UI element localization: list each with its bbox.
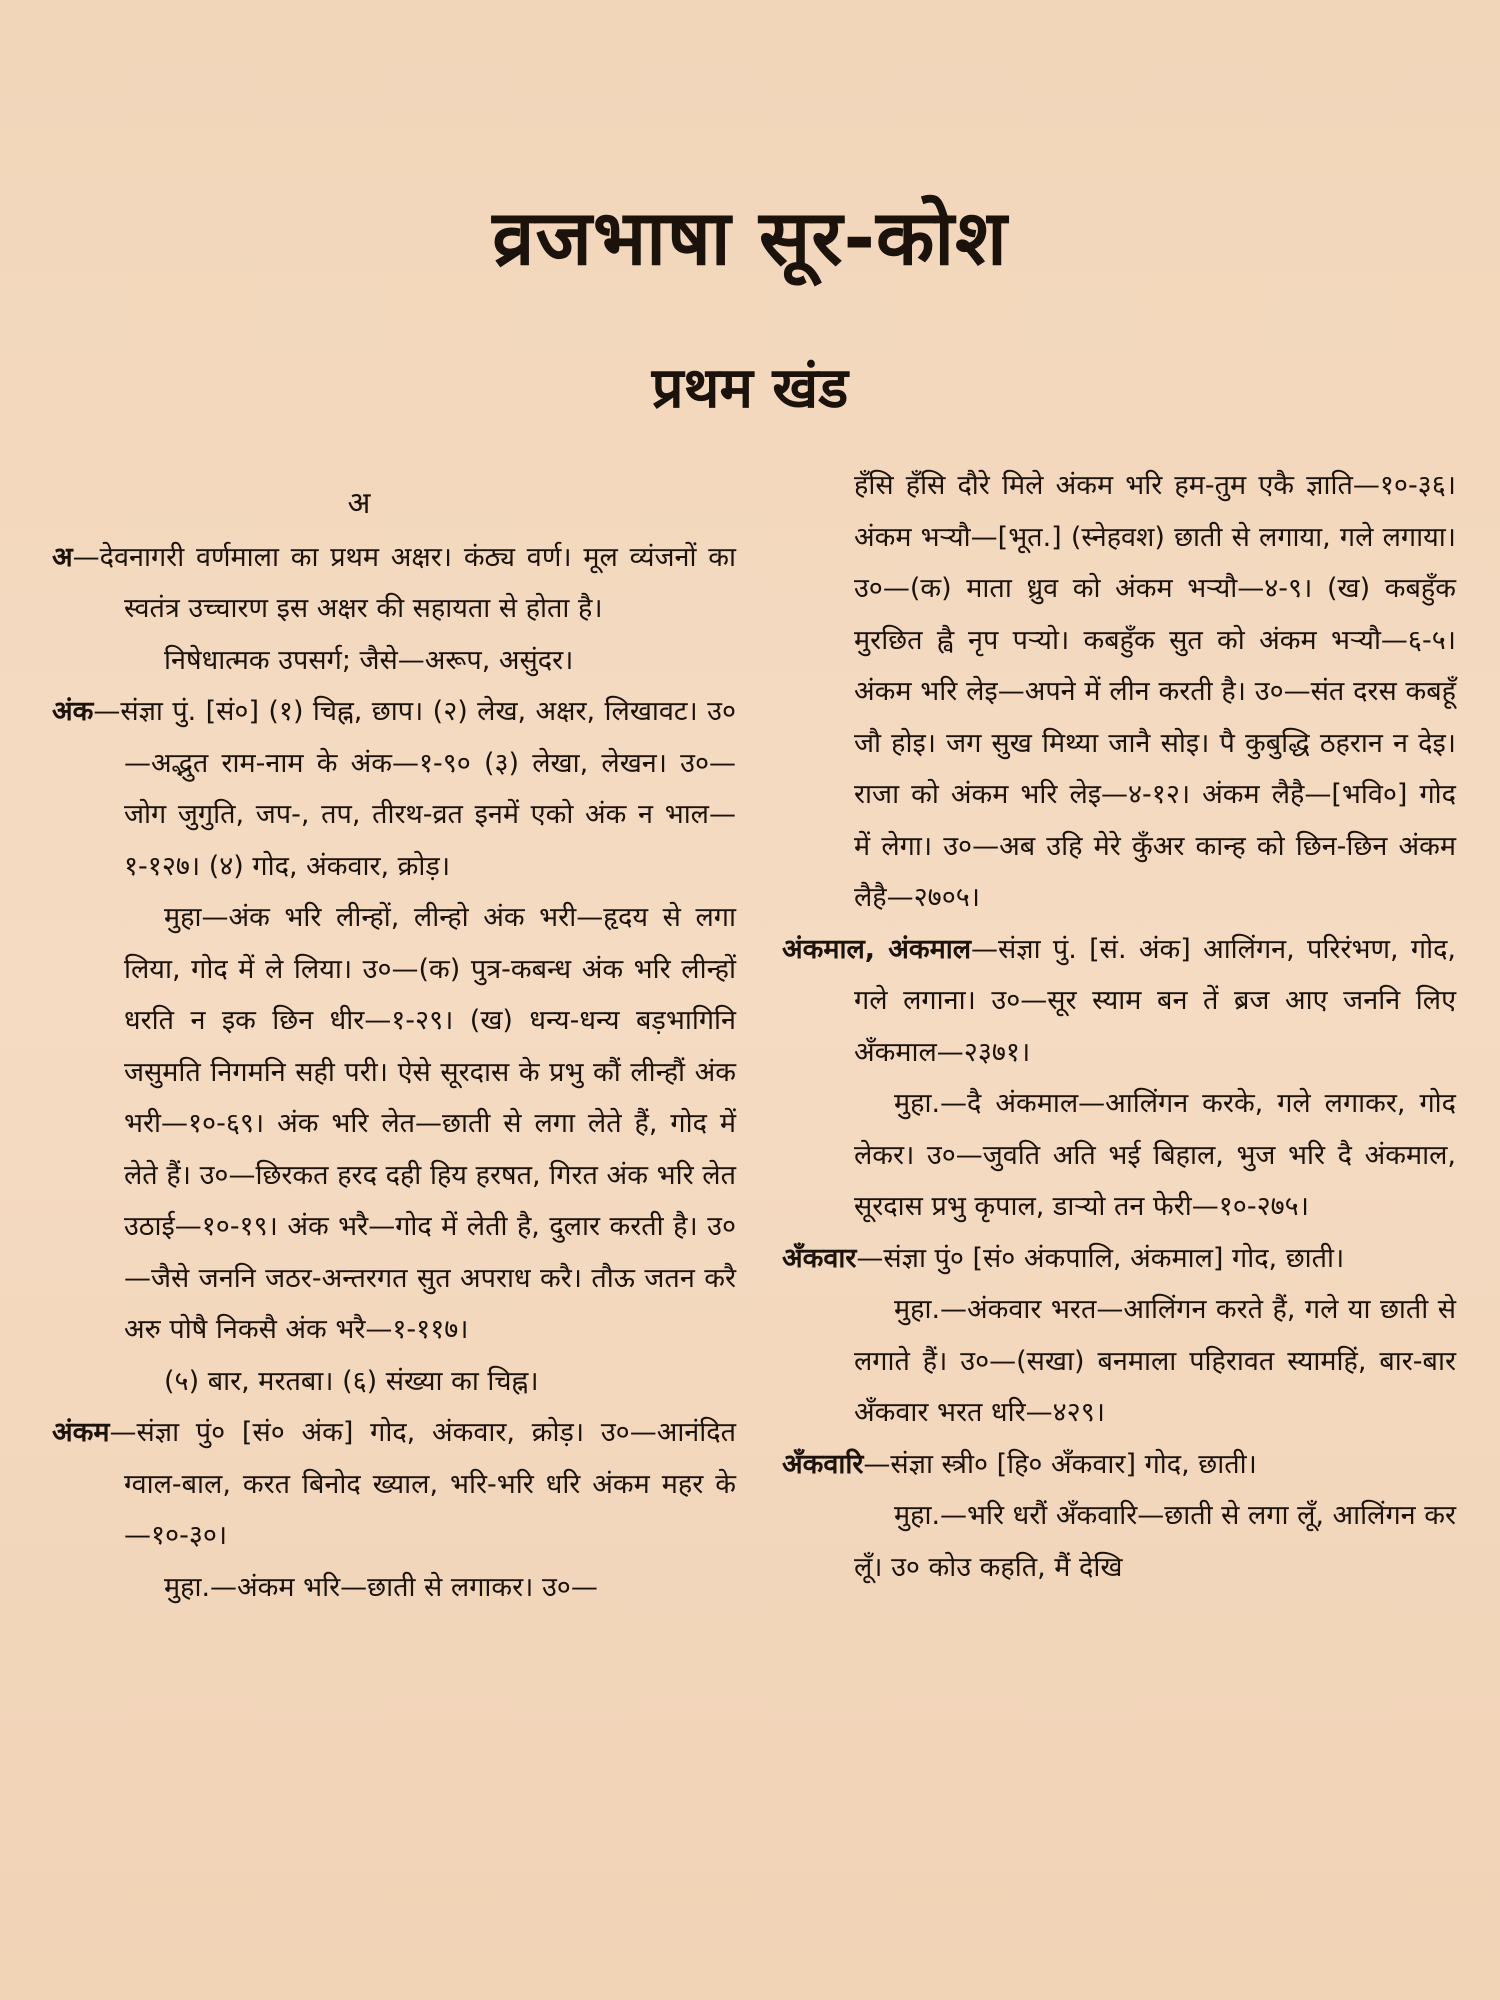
entry-headword: अ [52, 541, 73, 573]
entry-sub-paragraph: मुहा.—अंकम भरि—छाती से लगाकर। उ०— [164, 1571, 598, 1603]
entry-definition: —संज्ञा पुं. [सं०] (१) चिह्न, छाप। (२) लेख, अक्षर, लिखावट। उ०—अद्भुत राम-नाम के अंक—१-९० (३) लेखा, लेखन। उ०—जोग जुगुति, जप-, तप, तीरथ-व्रत इनमें एको अंक न भाल—१-१२७। (४) गोद, अंकवार, क्रोड़। [93, 696, 736, 882]
dictionary-entry [782, 1439, 1456, 1491]
entry-definition: —देवनागरी वर्णमाला का प्रथम अक्षर। कंठ्य वर्ण। मूल व्यंजनों का स्वतंत्र उच्चारण इस अक्षर की सहायता से होता है। [72, 541, 736, 624]
dictionary-entry [52, 686, 736, 892]
entry-definition: —संज्ञा पुं. [सं. अंक] आलिंगन, परिरंभण, गोद, गले लगाना। उ०—सूर स्याम बन तें ब्रज आए जननि लिए अँकमाल—२३७१। [854, 933, 1456, 1068]
entry-sub-paragraph: मुहा.—अंकवार भरत—आलिंगन करते हैं, गले या छाती से लगाते हैं। उ०—(सखा) बनमाला पहिरावत स्यामहिं, बार-बार अँकवार भरत धरि—४२९। [854, 1294, 1456, 1428]
right-column [782, 460, 1456, 1593]
left-column [52, 478, 736, 1613]
entry-headword: अँकवारि [782, 1448, 864, 1480]
dictionary-entry [782, 924, 1456, 1079]
entry-sub-paragraph: मुहा—अंक भरि लीन्हों, लीन्हो अंक भरी—हृदय से लगा लिया, गोद में ले लिया। उ०—(क) पुत्र-कबन्ध अंक भरि लीन्हों धरति न इक छिन धीर—१-२९। (ख) धन्य-धन्य बड़भागिनि जसुमति निगमनि सही परी। ऐसे सूरदास के प्रभु कौं लीन्हौं अंक भरी—१०-६९। अंक भरि लेत—छाती से लगा लेते हैं, गोद में लेते हैं। उ०—छिरकत हरद दही हिय हरषत, गिरत अंक भरि लेत उठाई—१०-१९। अंक भरै—गोद में लेती है, दुलार करती है। उ०—जैसे जननि जठर-अन्तरगत सुत अपराध करै। तौऊ जतन करै अरु पोषै निकसै अंक भरै—१-११७। [124, 902, 736, 1345]
entry-definition: —संज्ञा पुं० [सं० अंक] गोद, अंकवार, क्रोड़। उ०—आनंदित ग्वाल-बाल, करत बिनोद ख्याल, भरि-भरि धरि अंकम महर के—१०-३०। [109, 1417, 736, 1551]
entry-sub-paragraph: (५) बार, मरतबा। (६) संख्या का चिह्न। [164, 1365, 539, 1397]
entry-headword: अंकमाल, अंकमाल [782, 933, 972, 965]
page-subtitle: प्रथम खंड [651, 356, 849, 421]
entry-definition: —संज्ञा स्त्री० [हि० अँकवार] गोद, छाती। [863, 1448, 1257, 1480]
entry-sub-paragraph: मुहा.—भरि धरौं अँकवारि—छाती से लगा लूँ, आलिंगन कर लूँ। उ० कोउ कहति, मैं देखि [854, 1500, 1456, 1583]
right-entries [782, 460, 1456, 1593]
entry-sub-paragraph: निषेधात्मक उपसर्ग; जैसे—अरूप, असुंदर। [164, 644, 574, 676]
left-entries [52, 532, 736, 1614]
dictionary-entry [782, 1233, 1456, 1285]
dictionary-entry [52, 532, 736, 635]
page-title: व्रजभाषा सूर-कोश [492, 193, 1008, 282]
entry-continuation: हँसि हँसि दौरे मिले अंकम भरि हम-तुम एकै ज्ञाति—१०-३६। अंकम भर्‍यौ—[भूत.] (स्नेहवश) छाती से लगाया, गले लगाया। उ०—(क) माता ध्रुव को अंकम भर्‍यौ—४-९। (ख) कबहुँक मुरछित ह्वै नृप पर्‍यो। कबहुँक सुत को अंकम भर्‍यौ—६-५। अंकम भरि लेइ—अपने में लीन करती है। उ०—संत दरस कबहूँ जौ होइ। जग सुख मिथ्या जानै सोइ। पै कुबुद्धि ठहरान न देइ। राजा को अंकम भरि लेइ—४-१२। अंकम लैहै—[भवि०] गोद में लेगा। उ०—अब उहि मेरे कुँअर कान्ह को छिन-छिन अंकम लैहै—२७०५। [854, 470, 1456, 913]
letter-heading: अ [347, 486, 371, 521]
entry-definition: —संज्ञा पुं० [सं० अंकपालि, अंकमाल] गोद, छाती। [856, 1242, 1345, 1274]
entry-sub-paragraph: मुहा.—दै अंकमाल—आलिंगन करके, गले लगाकर, गोद लेकर। उ०—जुवति अति भई बिहाल, भुज भरि दै अंकमाल, सूरदास प्रभु कृपाल, डार्‍यो तन फेरी—१०-२७५। [854, 1088, 1456, 1222]
entry-headword: अँकवार [782, 1242, 857, 1274]
entry-headword: अंकम [52, 1417, 110, 1448]
dictionary-entry [52, 1407, 736, 1562]
entry-headword: अंक [52, 696, 94, 727]
